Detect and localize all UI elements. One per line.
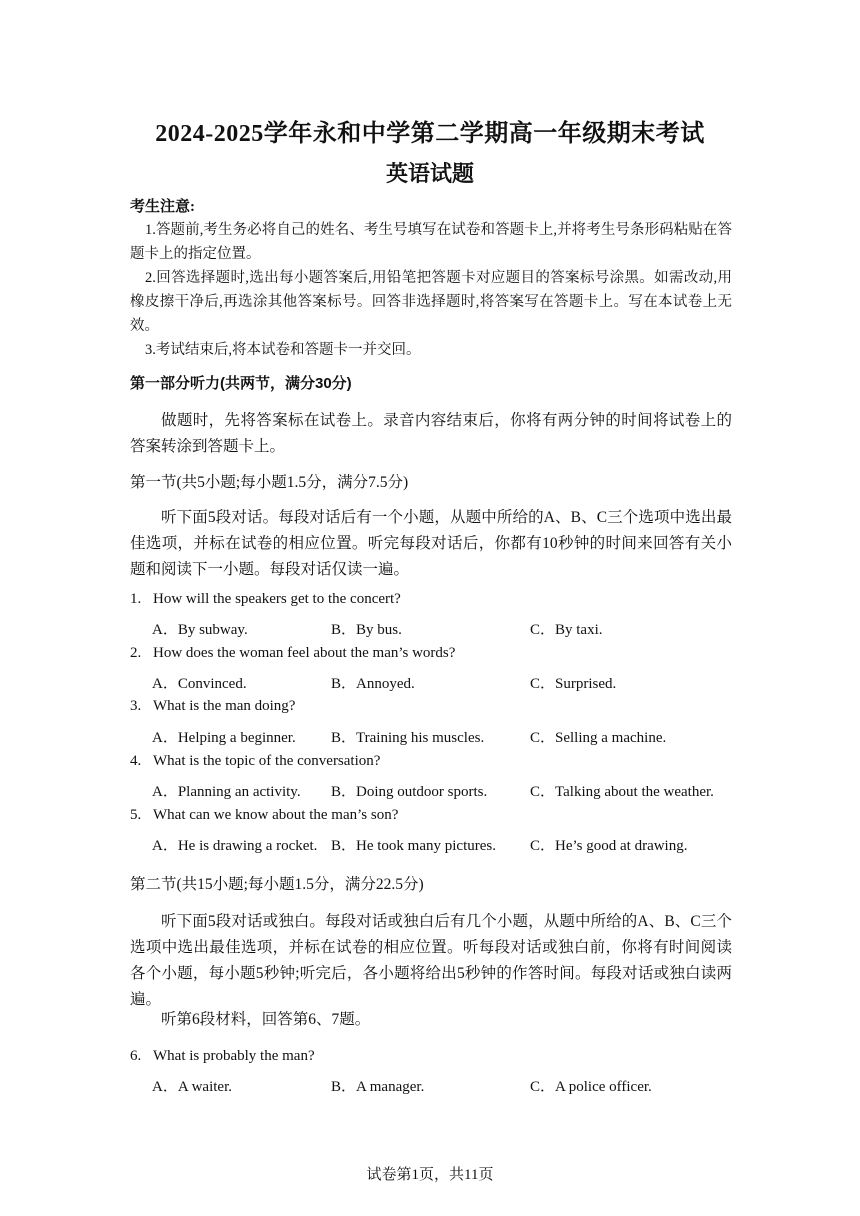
notice-item-1: 1.答题前,考生务必将自己的姓名、考生号填写在试卷和答题卡上,并将考生号条形码粘贴在答题卡上的指定位置。 <box>130 222 732 262</box>
option-c: C．Talking about the weather. <box>530 784 714 800</box>
question-6 <box>130 1048 315 1065</box>
option-c: C．Surprised. <box>530 676 617 692</box>
option-b: B．Training his muscles. <box>331 730 485 746</box>
option-a: A．Planning an activity. <box>152 784 301 800</box>
question-2 <box>130 645 455 662</box>
section1-instruction: 听下面5段对话。每段对话后有一个小题，从题中所给的A、B、C三个选项中选出最佳选项，并标在试卷的相应位置。听完每段对话后，你都有10秒钟的时间来回答有关小题和阅读下一小题。每段对话仅读一遍。 <box>130 509 732 578</box>
exam-title: 2024-2025学年永和中学第二学期高一年级期末考试 <box>155 121 705 147</box>
option-a: A．Helping a beginner. <box>152 730 296 746</box>
question-text: How does the woman feel about the man’s words? <box>153 645 456 661</box>
page-footer: 试卷第1页，共11页 <box>366 1167 494 1183</box>
option-b: B．Doing outdoor sports. <box>331 784 488 800</box>
question-number: 5. <box>130 807 142 823</box>
question-number: 6. <box>130 1048 142 1064</box>
section2-instruction: 听下面5段对话或独白。每段对话或独白后有几个小题，从题中所给的A、B、C三个选项中选出最佳选项，并标在试卷的相应位置。听每段对话或独白前，你将有时间阅读各个小题，每小题5秒钟;听完后，各小题将给出5秒钟的作答时间。每段对话或独白读两遍。 <box>130 913 732 1008</box>
question-text: What is probably the man? <box>153 1048 315 1064</box>
option-a: A．He is drawing a rocket. <box>152 838 318 854</box>
question-text: What can we know about the man’s son? <box>153 807 399 823</box>
notice-heading: 考生注意: <box>130 199 195 215</box>
option-a: A．By subway. <box>152 622 248 638</box>
question-text: What is the man doing? <box>153 698 296 714</box>
option-a: A．A waiter. <box>152 1079 232 1095</box>
part1-heading: 第一部分听力(共两节，满分30分) <box>130 375 352 392</box>
question-number: 1. <box>130 591 142 607</box>
option-c: C．By taxi. <box>530 622 603 638</box>
option-c: C．Selling a machine. <box>530 730 667 746</box>
question-text: How will the speakers get to the concert? <box>153 591 401 607</box>
option-c: C．A police officer. <box>530 1079 652 1095</box>
question-5 <box>130 807 398 824</box>
section1-heading: 第一节(共5小题;每小题1.5分，满分7.5分) <box>130 474 409 491</box>
notice-item-3: 3.考试结束后,将本试卷和答题卡一并交回。 <box>145 342 421 358</box>
question-3 <box>130 698 295 715</box>
option-b: B．He took many pictures. <box>331 838 496 854</box>
notice-item-2: 2.回答选择题时,选出每小题答案后,用铅笔把答题卡对应题目的答案标号涂黑。如需改动,用橡皮擦干净后,再选涂其他答案标号。回答非选择题时,将答案写在答题卡上。写在本试卷上无效。 <box>130 270 732 334</box>
option-a: A．Convinced. <box>152 676 247 692</box>
question-number: 2. <box>130 645 142 661</box>
option-b: B．By bus. <box>331 622 402 638</box>
question-number: 4. <box>130 753 142 769</box>
option-b: B．A manager. <box>331 1079 425 1095</box>
material-instruction: 听第6段材料，回答第6、7题。 <box>161 1011 371 1028</box>
option-b: B．Annoyed. <box>331 676 415 692</box>
question-text: What is the topic of the conversation? <box>153 753 381 769</box>
exam-subtitle: 英语试题 <box>385 161 474 186</box>
question-1 <box>130 591 401 608</box>
question-number: 3. <box>130 698 142 714</box>
option-c: C．He’s good at drawing. <box>530 838 688 854</box>
section2-heading: 第二节(共15小题;每小题1.5分，满分22.5分) <box>130 876 424 893</box>
question-4 <box>130 753 380 770</box>
part1-instruction: 做题时，先将答案标在试卷上。录音内容结束后，你将有两分钟的时间将试卷上的答案转涂到答题卡上。 <box>130 412 732 455</box>
